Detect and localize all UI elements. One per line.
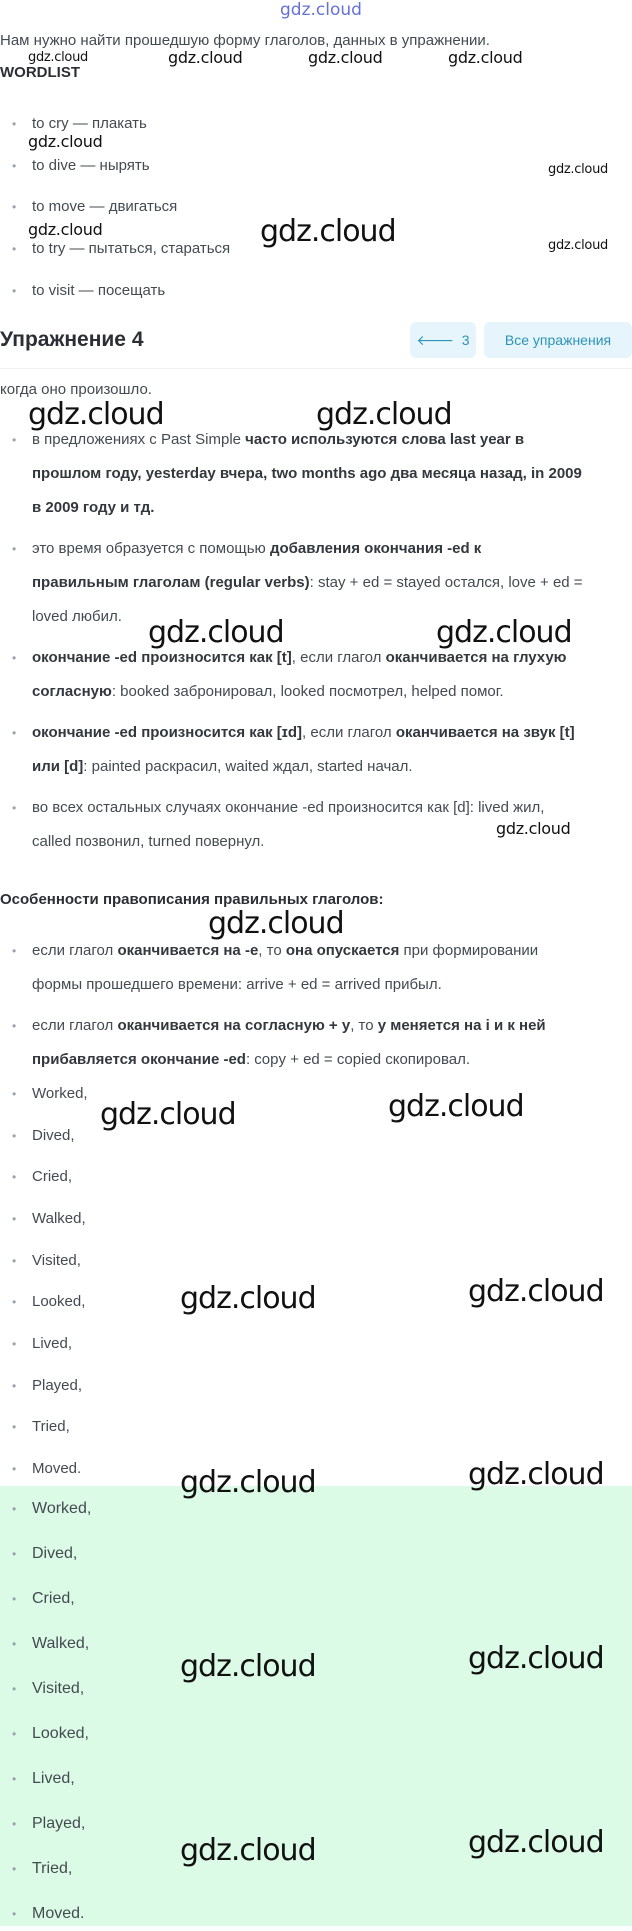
watermark: gdz.cloud (28, 397, 164, 432)
verb-item: • Cried, (14, 1160, 632, 1194)
verb-item: • Visited, (14, 1244, 632, 1278)
watermark: gdz.cloud (168, 48, 243, 67)
rule-item: • окончание -ed произносится как [ɪd], если глагол оканчивается на звук [t] или [d]: painted раскрасил, waited ждал, started начал. (14, 716, 626, 784)
watermark: gdz.cloud (180, 1281, 316, 1316)
answer-verb-item: • Worked, (14, 1492, 632, 1526)
answer-verb-item: • Visited, (14, 1672, 632, 1706)
verb-item: • Tried, (14, 1410, 632, 1444)
watermark: gdz.cloud (548, 238, 608, 253)
watermark: gdz.cloud (468, 1825, 604, 1860)
all-exercises-button[interactable]: Все упражнения (484, 322, 632, 358)
spelling-rule-item: • если глагол оканчивается на -e, то она опускается при формировании формы прошедшего времени: arrive + ed = arrived прибыл. (14, 934, 626, 1002)
wordlist-heading: WORDLIST (0, 64, 80, 81)
spelling-heading: Особенности правописания правильных глаголов: (0, 891, 384, 908)
verb-item: • Looked, (14, 1285, 632, 1319)
answer-verb-item: • Looked, (14, 1717, 632, 1751)
verb-item: • Walked, (14, 1202, 632, 1236)
watermark: gdz.cloud (316, 397, 452, 432)
watermark: gdz.cloud (496, 819, 571, 838)
watermark: gdz.cloud (260, 214, 396, 249)
verb-item: • Moved. (14, 1452, 632, 1486)
watermark: gdz.cloud (548, 162, 608, 177)
answer-verb-item: • Lived, (14, 1762, 632, 1796)
rule-item: • в предложениях с Past Simple часто используются слова last year в прошлом году, yesterday вчера, two months ago два месяца назад, in 2009 в 2009 году и тд. (14, 423, 626, 525)
watermark: gdz.cloud (28, 132, 103, 151)
answer-verb-item: • Walked, (14, 1627, 632, 1661)
verb-item: • Played, (14, 1369, 632, 1403)
list-item: • to dive — нырять (14, 149, 632, 183)
answer-verb-item: • Cried, (14, 1582, 632, 1616)
verb-item: • Dived, (14, 1119, 632, 1153)
answer-verb-item: • Played, (14, 1807, 632, 1841)
watermark: gdz.cloud (448, 48, 523, 67)
rule-item: • во всех остальных случаях окончание -ed произносится как [d]: lived жил, called позвонил, turned повернул. (14, 791, 626, 859)
answer-verb-item: • Dived, (14, 1537, 632, 1571)
watermark: gdz.cloud (468, 1457, 604, 1492)
answer-verb-item: • Tried, (14, 1852, 632, 1886)
answer-verb-item: • Moved. (14, 1897, 632, 1931)
watermark: gdz.cloud (308, 48, 383, 67)
verb-item: • Lived, (14, 1327, 632, 1361)
watermark: gdz.cloud (180, 1649, 316, 1684)
answer-box (0, 1486, 632, 1926)
list-item: • to visit — посещать (14, 274, 632, 308)
watermark: gdz.cloud (28, 50, 88, 65)
exercise-title: Упражнение 4 (0, 328, 144, 351)
list-item: • to try — пытаться, стараться (14, 232, 632, 266)
prev-exercise-number: 3 (461, 332, 470, 348)
verb-item: • Worked, (14, 1077, 632, 1111)
rule-item: • это время образуется с помощью добавления окончания -ed к правильным глаголам (regular verbs): stay + ed = stayed остался, love + ed = loved любил. (14, 532, 626, 634)
list-item: • to cry — плакать (14, 107, 632, 141)
intro-text: Нам нужно найти прошедшую форму глаголов, данных в упражнении. (0, 32, 490, 49)
watermark: gdz.cloud (436, 615, 572, 650)
watermark: gdz.cloud (388, 1089, 524, 1124)
exercise-header (0, 318, 632, 369)
watermark: gdz.cloud (180, 1833, 316, 1868)
prev-exercise-button[interactable] (410, 322, 476, 358)
site-logo[interactable]: gdz.cloud (280, 0, 362, 20)
rule-item: • окончание -ed произносится как [t], если глагол оканчивается на глухую согласную: booked забронировал, looked посмотрел, helped помог. (14, 641, 626, 709)
watermark: gdz.cloud (468, 1641, 604, 1676)
watermark: gdz.cloud (100, 1097, 236, 1132)
theory-lead: когда оно произошло. (0, 381, 152, 398)
list-item: • to move — двигаться (14, 190, 632, 224)
watermark: gdz.cloud (468, 1274, 604, 1309)
spelling-rule-item: • если глагол оканчивается на согласную + y, то y меняется на i и к ней прибавляется окончание -ed: copy + ed = copied скопировал. (14, 1009, 626, 1077)
watermark: gdz.cloud (208, 906, 344, 941)
watermark: gdz.cloud (148, 615, 284, 650)
watermark: gdz.cloud (180, 1465, 316, 1500)
watermark: gdz.cloud (28, 220, 103, 239)
arrow-left-icon: 🡐 (416, 332, 454, 348)
